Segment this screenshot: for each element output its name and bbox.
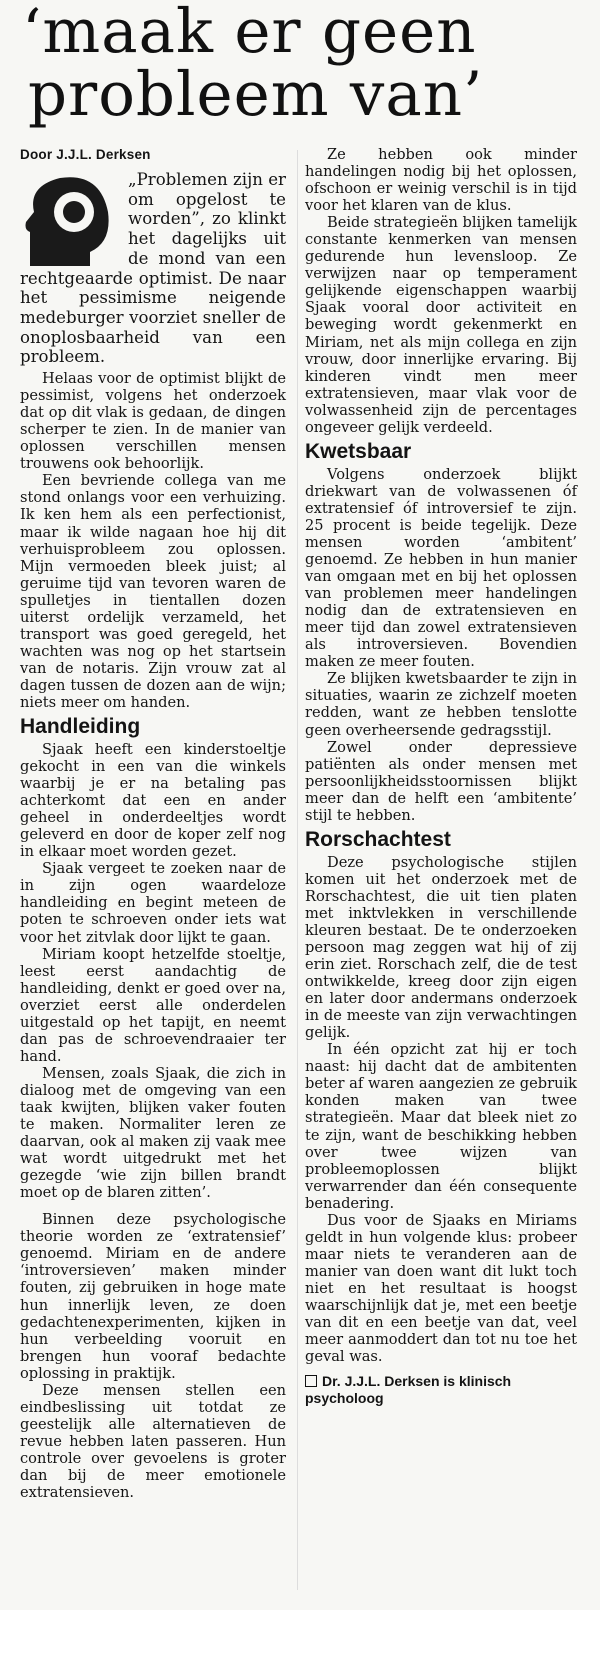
body-paragraph: Sjaak vergeet te zoeken naar de in zijn ogen waardeloze handleiding en begint meteen de poten te schroeven onder iets wat voor het zitvlak door lijkt te gaan. <box>20 860 286 946</box>
body-paragraph: Sjaak heeft een kinderstoeltje gekocht in een van die winkels waarbij je er na betaling pas achterkomt dat een en ander geheel in onderdeeltjes wordt geleverd en door de koper zelf nog in elkaar moet worden gezet. <box>20 741 286 861</box>
subheading-handleiding: Handleiding <box>20 715 141 739</box>
body-paragraph: Ze blijken kwetsbaarder te zijn in situaties, waarin ze zichzelf moeten redden, want ze hebben tenslotte geen overheersende gedragsstijl. <box>305 670 577 739</box>
intro-block <box>20 170 286 367</box>
column-divider <box>297 150 298 1590</box>
body-paragraph: Volgens onderzoek blijkt driekwart van de volwassenen óf extratensief óf introversief te zijn. 25 procent is beide tegelijk. Deze mensen worden ‘ambitent’ genoemd. Ze hebben in hun manier van omgaan met en bij het oplossen van problemen meer handelingen nodig dan de extratensieven en meer tijd dan zowel extratensieven als introversieven. Bovendien maken ze meer fouten. <box>305 465 577 671</box>
body-paragraph: Deze mensen stellen een eindbeslissing uit totdat ze geestelijk alle alternatieven de revue hebben laten passeren. Hun controle over gevoelens is groter dan bij de meer emotionele extratensieven. <box>20 1381 286 1502</box>
body-paragraph: Een bevriende collega van me stond onlangs voor een verhuizing. Ik ken hem als een perfectionist, maar ik wilde nagaan hoe hij dit verhuisprobleem zou oplossen. Mijn vermoeden bleek juist; al geruime tijd van tevoren waren de spulletjes in tientallen dozen uiterst ordelijk verzameld, het transport was goed geregeld, het wachten was nog op het startsein van de notaris. Zijn vrouw zat al dagen tussen de dozen aan de wijn; niets meer om handen. <box>20 472 286 711</box>
square-bullet-icon <box>305 1375 317 1387</box>
body-paragraph: In één opzicht zat hij er toch naast: hij dacht dat de ambitenten beter af waren aangezien ze gebruik konden maken van twee strategieën. Maar dat bleek niet zo te zijn, want de beschikking hebben over twee wijzen van probleemoplossen blijkt verwarrender dan één consequente benadering. <box>305 1041 577 1212</box>
body-paragraph: Zowel onder depressieve patiënten als onder mensen met persoonlijkheidsstoornissen blijkt meer dan de helft een ‘ambitente’ stijl te hebben. <box>305 738 577 824</box>
intro-paragraph: „Problemen zijn er om opgelost te worden”, zo klinkt het dagelijks uit de mond van een rechtgeaarde optimist. De naar het pessimisme neigende medeburger voorziet sneller de onoplosbaarheid van een probleem. <box>20 170 286 367</box>
left-column <box>20 146 286 1501</box>
body-paragraph: Binnen deze psychologische theorie worden ze ‘extratensief’ genoemd. Miriam en de andere ‘introversieven’ maken minder fouten, zij gebruiken in hoge mate hun innerlijk leven, ze doen gedachtenexperimenten, kijken in hun verbeelding vooruit en brengen hun vooraf bedachte oplossing in praktijk. <box>20 1211 286 1382</box>
subheading-rorschachtest: Rorschachtest <box>305 827 451 851</box>
body-paragraph: Miriam koopt hetzelfde stoeltje, leest eerst aandachtig de handleiding, denkt er goed over na, overziet eerst alle onderdelen uitgestald op het tapijt, en neemt dan pas de schroevendraaier ter hand. <box>20 945 286 1065</box>
headline-line-2: probleem van’ <box>28 59 484 130</box>
subheading-kwetsbaar: Kwetsbaar <box>305 439 412 463</box>
article-headline <box>22 0 582 130</box>
page-margin <box>0 1610 600 1659</box>
body-paragraph: Deze psychologische stijlen komen uit het onderzoek met de Rorschachtest, die uit tien platen met inktvlekken in verschillende kleuren bestaat. De te onderzoeken persoon mag zeggen wat hij of zij erin ziet. Rorschach zelf, die de test ontwikkelde, kreeg door zijn eigen en later door andermans onderzoek in de meeste van zijn verwachtingen gelijk. <box>305 853 577 1042</box>
author-note-text: Dr. J.J.L. Derksen is klinisch psycholoog <box>305 1373 512 1407</box>
headline-line-1: ‘maak er geen <box>22 0 477 67</box>
right-column <box>305 146 577 1407</box>
body-paragraph: Ze hebben ook minder handelingen nodig bij het oplossen, ofschoon er weinig verschil is in tijd voor het klaren van de klus. <box>305 146 577 215</box>
profile-head-illustration <box>20 172 116 266</box>
body-paragraph: Beide strategieën blijken tamelijk constante kenmerken van mensen gedurende hun levensloop. Ze verwijzen naar op temperament gelijkende eigenschappen waarbij Sjaak vooral door activiteit en beweging wordt gekenmerkt en Miriam, net als mijn collega en zijn vrouw, door innerlijke ervaring. Bij kinderen vindt men meer extratensieven, maar vlak voor de volwassenheid zijn de percentages ongeveer gelijk verdeeld. <box>305 214 577 436</box>
body-paragraph: Helaas voor de optimist blijkt de pessimist, volgens het onderzoek dat op dit vlak is gedaan, de dingen scherper te zien. In de manier van oplossen verschillen mensen trouwens ook behoorlijk. <box>20 370 286 473</box>
byline: Door J.J.L. Derksen <box>20 147 151 162</box>
author-note <box>305 1373 577 1407</box>
body-paragraph: Dus voor de Sjaaks en Miriams geldt in hun volgende klus: probeer maar niets te veranderen aan de manier van doen want dit lukt toch niet en het resultaat is hoogst waarschijnlijk dat je, met een beetje van dit en een beetje van dat, veel meer aanmoddert dan tot nu toe het geval was. <box>305 1211 577 1366</box>
body-paragraph: Mensen, zoals Sjaak, die zich in dialoog met de omgeving van een taak kwijten, blijken vaker fouten te maken. Normaliter leren ze daarvan, ook al maken zij vaak mee wat wordt uitgedrukt met het gezegde ‘wie zijn billen brandt moet op de blaren zitten’. <box>20 1064 286 1202</box>
